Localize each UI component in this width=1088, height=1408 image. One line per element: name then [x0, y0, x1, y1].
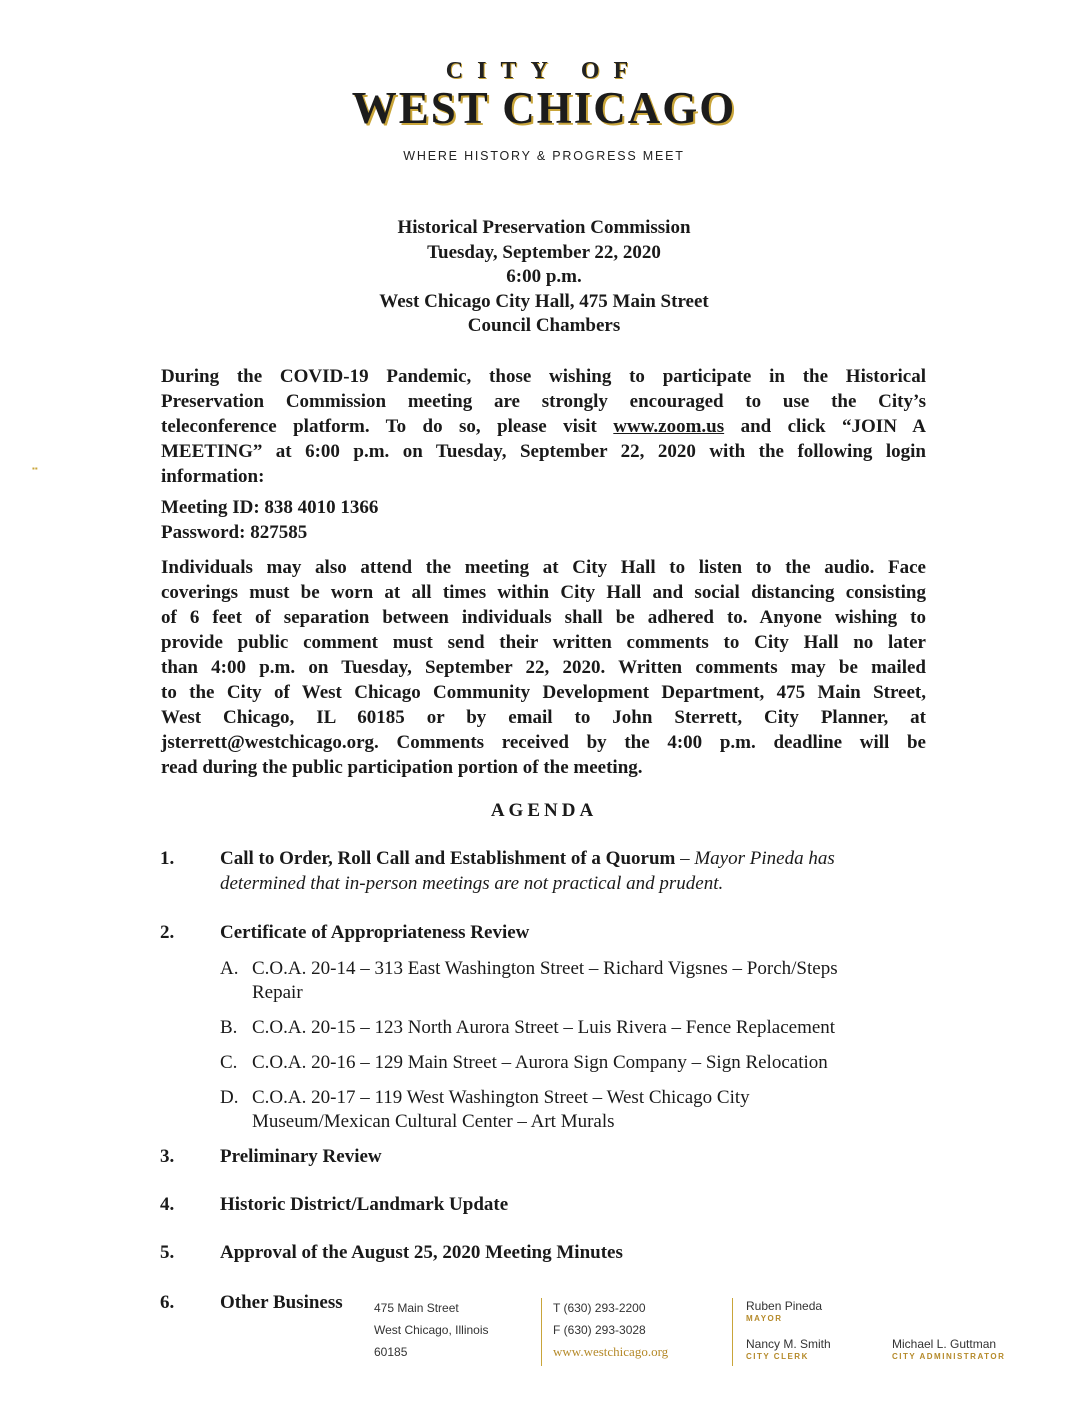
intro-line: During the COVID-19 Pandemic, those wishing to participate in the Historical — [161, 366, 926, 387]
attend-line: West Chicago, IL 60185 or by email to John Sterrett, City Planner, at — [161, 707, 926, 728]
footer-address — [374, 1297, 489, 1363]
agenda-item-note: determined that in-person meetings are not practical and prudent. — [220, 873, 724, 894]
heading-location: West Chicago City Hall, 475 Main Street — [379, 290, 709, 312]
subitem-letter: C. — [220, 1052, 238, 1073]
scan-mark-icon: ▪▪ — [32, 464, 38, 473]
agenda-item-label: Call to Order, Roll Call and Establishment of a Quorum — [220, 848, 676, 869]
footer-mayor — [746, 1298, 822, 1323]
attend-line: provide public comment must send their written comments to City Hall no later — [161, 632, 926, 653]
intro-text: teleconference platform. To do so, please visit — [161, 416, 597, 437]
agenda-item-title: Certificate of Appropriateness Review — [220, 922, 530, 943]
subitem-text: Museum/Mexican Cultural Center – Art Murals — [252, 1111, 615, 1132]
letterhead-city-name: WEST CHICAGO — [351, 83, 737, 133]
footer-mayor-name: Ruben Pineda — [746, 1299, 823, 1313]
intro-paragraph — [161, 364, 926, 489]
intro-line — [161, 414, 926, 439]
attend-line: than 4:00 p.m. on Tuesday, September 22, 2020. Written comments may be mailed — [161, 657, 926, 678]
letterhead-city-of: CITY OF — [445, 58, 643, 84]
footer-admin-name: Michael L. Guttman — [892, 1337, 997, 1351]
agenda-item-title: Preliminary Review — [220, 1146, 382, 1167]
footer-clerk — [746, 1336, 831, 1361]
agenda-item-title: Historic District/Landmark Update — [220, 1194, 509, 1215]
footer-address-street: 475 Main Street — [374, 1301, 459, 1315]
footer-divider — [732, 1298, 733, 1366]
agenda-item-title — [220, 848, 835, 870]
heading-room: Council Chambers — [467, 315, 621, 336]
agenda-subitem — [220, 1016, 835, 1040]
subitem-text: C.O.A. 20-14 – 313 East Washington Street – Richard Vigsnes – Porch/Steps — [252, 958, 838, 979]
subitem-text: C.O.A. 20-16 – 129 Main Street – Aurora Sign Company – Sign Relocation — [252, 1052, 828, 1073]
agenda-subitem — [220, 1051, 828, 1075]
subitem-text: C.O.A. 20-15 – 123 North Aurora Street – Luis Rivera – Fence Replacement — [252, 1017, 836, 1038]
meeting-password: Password: 827585 — [161, 522, 308, 543]
agenda-item-number: 3. — [160, 1146, 175, 1167]
agenda-subitem — [220, 1086, 750, 1134]
subitem-letter: B. — [220, 1017, 238, 1038]
agenda-item-title: Other Business — [220, 1292, 343, 1313]
meeting-heading — [0, 216, 1088, 339]
intro-line: information: — [161, 466, 265, 487]
footer-website-link[interactable]: www.westchicago.org — [553, 1344, 669, 1359]
footer-contact — [553, 1297, 668, 1363]
footer-admin-role: CITY ADMINISTRATOR — [892, 1352, 1006, 1361]
meeting-credentials — [161, 495, 378, 545]
footer-fax: F (630) 293-3028 — [553, 1323, 646, 1337]
attend-line: to the City of West Chicago Community Development Department, 475 Main Street, — [161, 682, 926, 703]
footer-mayor-role: MAYOR — [746, 1314, 783, 1323]
agenda-item-dash: – — [675, 848, 695, 869]
agenda-item-number: 5. — [160, 1242, 175, 1263]
heading-commission: Historical Preservation Commission — [397, 217, 691, 238]
agenda-subitem — [220, 957, 838, 1005]
attend-line: Individuals may also attend the meeting at City Hall to listen to the audio. Face — [161, 557, 926, 578]
attend-line: jsterrett@westchicago.org. Comments received by the 4:00 p.m. deadline will be — [161, 732, 926, 753]
attend-line: of 6 feet of separation between individuals shall be adhered to. Anyone wishing to — [161, 607, 926, 628]
heading-time: 6:00 p.m. — [506, 266, 582, 287]
agenda-item-number: 1. — [160, 848, 175, 869]
meeting-id: Meeting ID: 838 4010 1366 — [161, 497, 379, 518]
subitem-letter: D. — [220, 1087, 239, 1108]
agenda-item-note: Mayor Pineda has — [694, 848, 835, 869]
attend-line: coverings must be worn at all times within City Hall and social distancing consisting — [161, 582, 926, 603]
intro-text: and click “JOIN A — [740, 416, 926, 437]
intro-line: Preservation Commission meeting are strongly encouraged to use the City’s — [161, 391, 926, 412]
subitem-text: C.O.A. 20-17 – 119 West Washington Street – West Chicago City — [252, 1087, 750, 1108]
footer-administrator — [892, 1336, 1005, 1361]
footer-clerk-role: CITY CLERK — [746, 1352, 809, 1361]
agenda-item-number: 6. — [160, 1292, 175, 1313]
footer-divider — [541, 1298, 542, 1366]
heading-date: Tuesday, September 22, 2020 — [427, 241, 661, 263]
footer-address-zip: 60185 — [374, 1345, 408, 1359]
footer-phone: T (630) 293-2200 — [553, 1301, 646, 1315]
subitem-letter: A. — [220, 958, 239, 979]
attendance-paragraph — [161, 555, 926, 780]
attend-line: read during the public participation portion of the meeting. — [161, 757, 643, 778]
zoom-link[interactable]: www.zoom.us — [613, 416, 725, 437]
intro-line: MEETING” at 6:00 p.m. on Tuesday, September 22, 2020 with the following login — [161, 441, 926, 462]
agenda-item-title: Approval of the August 25, 2020 Meeting Minutes — [220, 1242, 623, 1263]
agenda-title: AGENDA — [490, 800, 598, 821]
subitem-text: Repair — [252, 982, 303, 1003]
footer-address-city: West Chicago, Illinois — [374, 1323, 489, 1337]
agenda-item-number: 2. — [160, 922, 175, 943]
footer-clerk-name: Nancy M. Smith — [746, 1337, 831, 1351]
letterhead-tagline: WHERE HISTORY & PROGRESS MEET — [403, 149, 685, 163]
agenda-item-number: 4. — [160, 1194, 175, 1215]
